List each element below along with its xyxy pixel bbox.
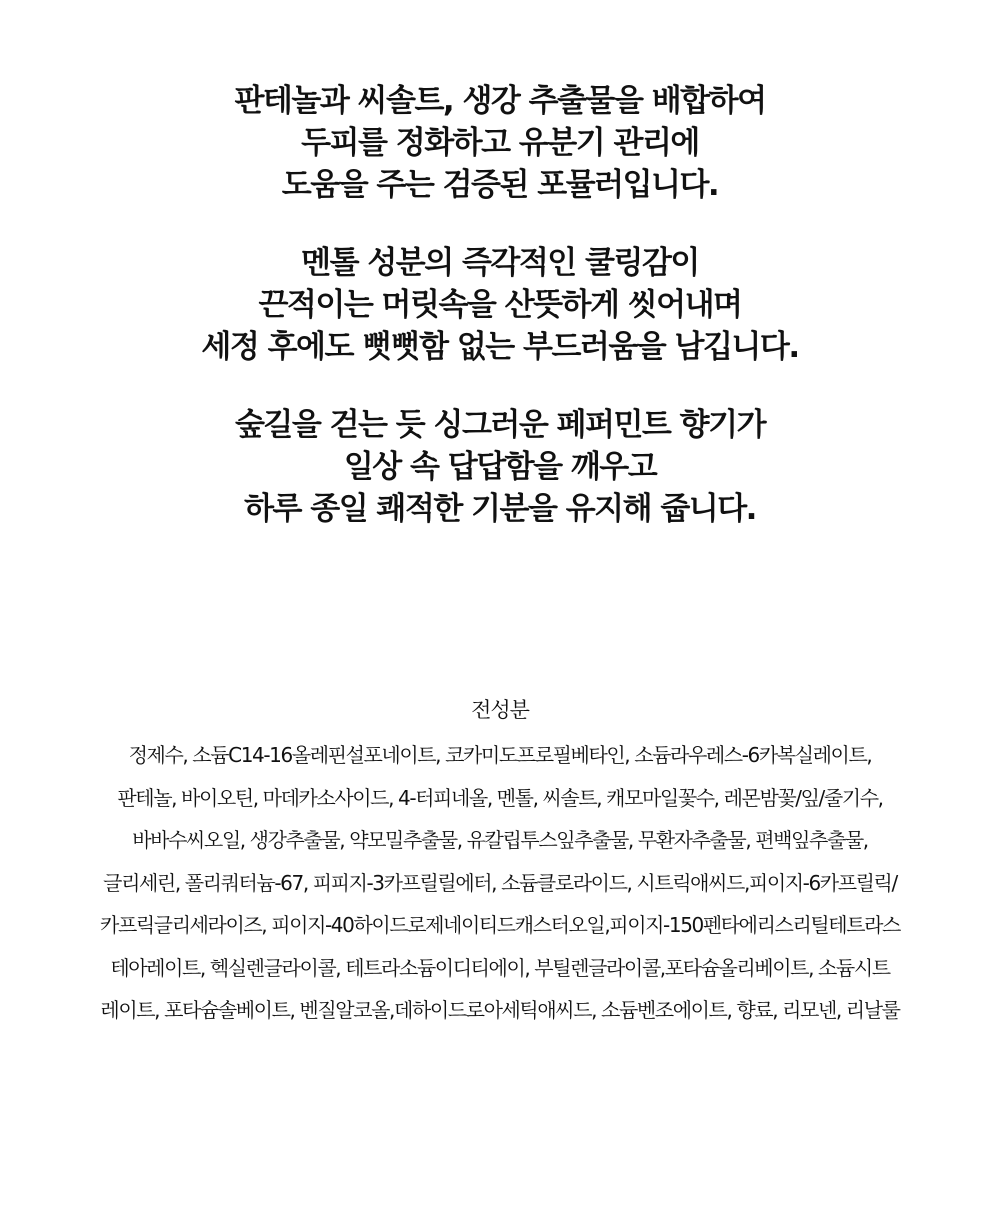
description-line: 일상 속 답답함을 깨우고 bbox=[343, 449, 657, 485]
ingredients-line: 정제수, 소듐C14-16올레핀설포네이트, 코카미도프로필베타인, 소듐라우레스-6카복실레이트, bbox=[128, 743, 872, 767]
product-description bbox=[0, 80, 1000, 566]
description-line: 판테놀과 씨솔트, 생강 추출물을 배합하여 bbox=[234, 83, 766, 119]
description-line: 멘톨 성분의 즉각적인 쿨링감이 bbox=[301, 245, 699, 281]
description-line: 세정 후에도 뻣뻣함 없는 부드러움을 남깁니다. bbox=[201, 329, 799, 365]
description-line: 도움을 주는 검증된 포뮬러입니다. bbox=[281, 167, 719, 203]
ingredients-line: 글리세린, 폴리쿼터늄-67, 피피지-3카프릴릴에터, 소듐클로라이드, 시트릭애씨드,피이지-6카프릴릭/ bbox=[103, 870, 897, 895]
ingredients-line: 카프릭글리세라이즈, 피이지-40하이드로제네이티드캐스터오일,피이지-150펜타에리스리틸테트라스 bbox=[100, 913, 900, 937]
description-paragraph-3 bbox=[0, 404, 1000, 530]
description-line: 숲길을 걷는 듯 싱그러운 페퍼민트 향기가 bbox=[234, 407, 766, 443]
description-line: 끈적이는 머릿속을 산뜻하게 씻어내며 bbox=[258, 287, 742, 323]
ingredients-line: 테아레이트, 헥실렌글라이콜, 테트라소듐이디티에이, 부틸렌글라이콜,포타슘올리베이트, 소듐시트 bbox=[110, 955, 890, 980]
ingredients-line: 바바수씨오일, 생강추출물, 약모밀추출물, 유칼립투스잎추출물, 무환자추출물, 편백잎추출물, bbox=[132, 828, 868, 852]
description-paragraph-2 bbox=[0, 242, 1000, 368]
description-line: 하루 종일 쾌적한 기분을 유지해 줍니다. bbox=[244, 491, 756, 527]
description-line: 두피를 정화하고 유분기 관리에 bbox=[301, 125, 699, 161]
ingredients-line: 판테놀, 바이오틴, 마데카소사이드, 4-터피네올, 멘톨, 씨솔트, 캐모마일꽃수, 레몬밤꽃/잎/줄기수, bbox=[117, 785, 883, 810]
description-paragraph-1 bbox=[0, 80, 1000, 206]
ingredients-section bbox=[0, 690, 1000, 1032]
ingredients-heading: 전성분 bbox=[471, 698, 529, 722]
ingredients-line: 레이트, 포타슘솔베이트, 벤질알코올,데하이드로아세틱애씨드, 소듐벤조에이트, 향료, 리모넨, 리날룰 bbox=[100, 998, 900, 1022]
